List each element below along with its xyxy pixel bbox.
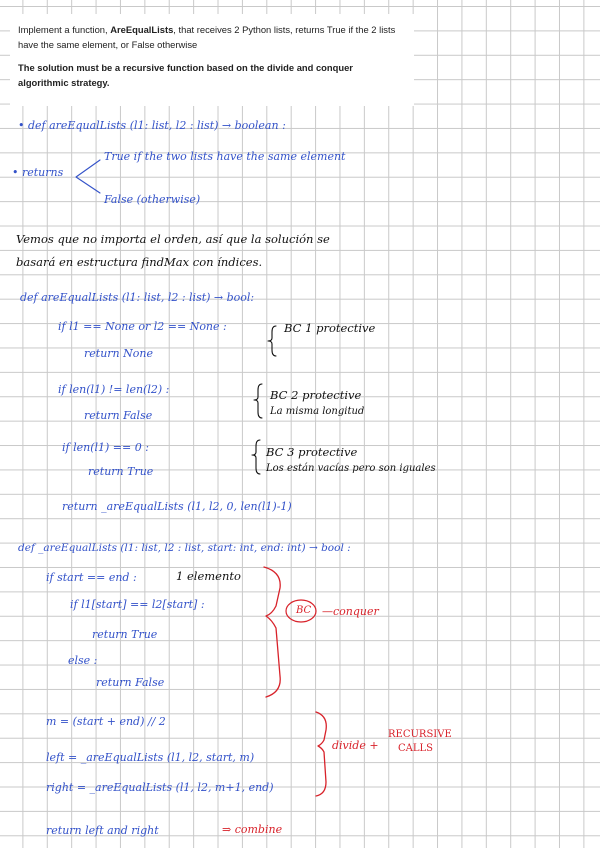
function-name: AreEqualLists [110,24,174,35]
bc3-note: Los están vacías pero son iguales [266,463,436,474]
return-true-2: return True [92,628,158,641]
conquer-note: —conquer [322,605,379,618]
prompt-text: Implement a function, [18,24,111,35]
returns-true-note: True if the two lists have the same element [104,150,346,163]
if-none-check: if l1 == None or l2 == None : [58,320,227,333]
observation-line-1: Vemos que no importa el orden, así que la solución se [16,232,330,246]
if-len-check: if len(l1) != len(l2) : [58,383,170,396]
bc2-label: BC 2 protective [270,388,362,402]
bc1-brace [268,326,276,356]
observation-line-2: basará en estructura findMax con índices. [16,255,263,269]
prompt-text: , that receives 2 Python lists, returns True if the 2 lists have the same element, or False otherwise [18,24,396,50]
if-empty-check: if len(l1) == 0 : [62,441,149,454]
one-element-note: 1 elemento [176,569,241,583]
midpoint-line: m = (start + end) // 2 [46,715,166,728]
def-helper: def _areEqualLists (l1: list, l2 : list, start: int, end: int) → bool : [18,542,351,554]
returns-label: • returns [12,166,64,179]
return-combine: return left and right [46,824,159,837]
bc2-brace [254,384,262,418]
bc-circle [286,600,316,622]
else-branch: else : [68,654,98,667]
bc3-brace [252,440,260,474]
def-areEqualLists: def areEqualLists (l1: list, l2 : list) → bool: [20,291,255,304]
left-call: left = _areEqualLists (l1, l2, start, m) [46,751,255,764]
conquer-brace [264,567,280,697]
prompt-paragraph-2: The solution must be a recursive function based on the divide and conquer algorithmic strategy. [18,62,353,88]
calls-note: CALLS [398,743,434,754]
if-element-equal: if l1[start] == l2[start] : [70,598,205,611]
if-start-end: if start == end : [46,571,137,584]
recursive-note: RECURSIVE [388,729,452,740]
returns-bracket [76,160,100,193]
return-true-1: return True [88,465,154,478]
return-none: return None [84,347,153,360]
divide-note: divide + [332,739,379,752]
return-helper-call: return _areEqualLists (l1, l2, 0, len(l1)-1) [62,500,292,513]
combine-note: ⇒ combine [222,823,283,836]
returns-false-note: False (otherwise) [104,193,201,206]
bc-circle-label: BC [296,605,312,616]
bc2-note: La misma longitud [270,406,365,417]
return-false-2: return False [96,676,165,689]
return-false-1: return False [84,409,153,422]
divide-brace [316,712,326,796]
right-call: right = _areEqualLists (l1, l2, m+1, end) [46,781,274,794]
bc3-label: BC 3 protective [266,445,358,459]
bc1-label: BC 1 protective [284,321,376,335]
signature-note: • def areEqualLists (l1: list, l2 : list) → boolean : [18,119,286,132]
